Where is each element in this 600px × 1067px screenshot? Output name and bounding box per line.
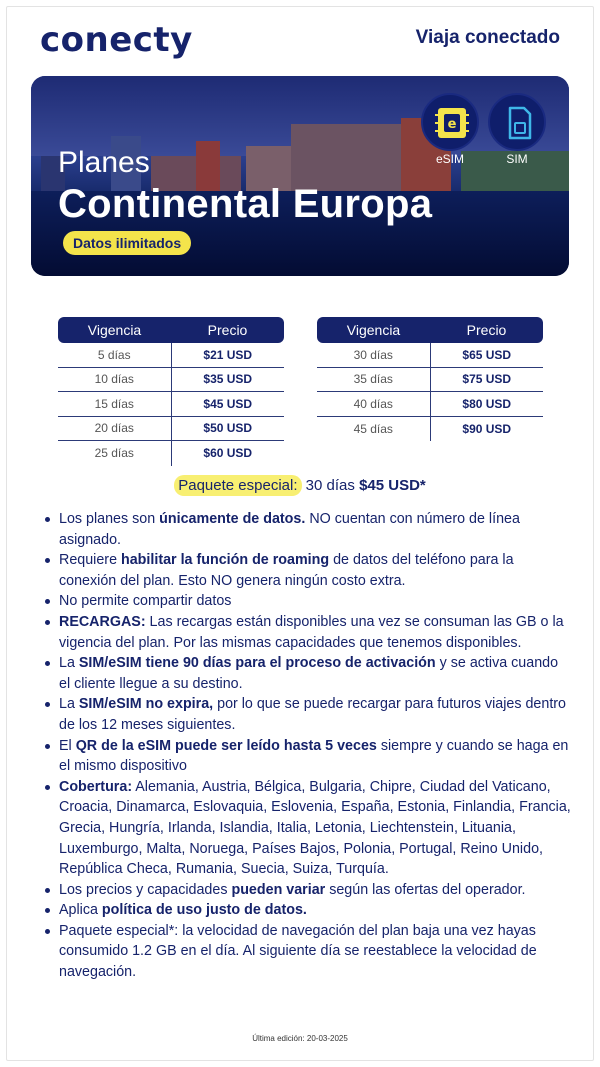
col-vigencia: Vigencia [346,322,401,338]
row-price: $21 USD [203,347,253,362]
row-days: 25 días [58,441,172,466]
list-item [42,921,572,983]
item-text: Los planes son [59,511,160,527]
item-bold: SIM/eSIM no expira, [78,696,214,713]
row-days: 5 días [58,343,172,367]
last-edit-footer: Última edición: 20-03-2025 [252,1034,348,1043]
item-bold: RECARGAS: [59,613,146,630]
special-package-label: Paquete especial: [174,475,301,496]
row-price: $65 USD [462,347,512,362]
item-text: Paquete especial*: la velocidad de navegación del plan baja una vez hayas consumido 1.2 GB en el día. Al siguiente día se reestablece la velocidad de navegación. [59,922,537,981]
row-days: 35 días [317,368,431,392]
list-item [42,591,572,612]
row-days: 30 días [317,343,431,367]
sim-card-icon [488,93,546,151]
list-item [42,612,572,653]
table-row [58,441,284,466]
header [40,20,560,60]
banner-title-small: Planes [58,146,150,179]
row-price: $45 USD [203,396,253,411]
esim-icon [421,93,479,151]
table-row [317,392,543,417]
unlimited-data-badge: Datos ilimitados [63,231,191,255]
item-text: según las ofertas del operador. [325,881,526,898]
row-price: $60 USD [203,446,253,461]
item-text: Requiere [59,552,121,569]
row-price: $80 USD [462,396,512,411]
item-bold: SIM/eSIM tiene 90 días para el proceso de activación [78,655,436,672]
item-text: por lo que se puede recargar para futuros viajes dentro de los 12 meses siguientes. [59,696,567,733]
table-header [58,317,284,343]
item-bold: Cobertura: [59,778,133,795]
list-item [42,550,572,591]
conditions-list [42,509,572,983]
item-text: Las recargas están disponibles una vez se consuman las GB o la vigencia del plan. Por las mismas capacidades que tenemos disponibles. [59,613,564,651]
svg-text:e: e [447,117,457,132]
item-text: La [59,696,79,713]
item-text: siempre y cuando se haga en el mismo dispositivo [59,737,569,775]
item-text: y se activa cuando el cliente llegue a su destino. [59,655,559,692]
table-header [317,317,543,343]
table-row [317,417,543,442]
table-row [317,368,543,393]
item-text: La [59,655,79,672]
row-price: $75 USD [462,372,512,387]
special-package-days: 30 días [305,477,355,494]
special-package [0,477,600,494]
sim-label: SIM [506,152,528,166]
item-bold: habilitar la función de roaming [121,552,330,569]
item-bold: QR de la eSIM puede ser leído hasta 5 veces [75,737,377,754]
special-package-price: $45 USD* [359,477,426,494]
row-price: $50 USD [203,421,253,436]
table-row [317,343,543,368]
brand-logo: conecty [40,20,193,60]
item-text: No permite compartir datos [59,593,232,610]
list-item [42,736,572,777]
list-item [42,900,572,921]
col-vigencia: Vigencia [87,322,142,338]
item-text: NO cuentan con número de línea asignado. [59,511,520,548]
table-row [58,417,284,442]
col-precio: Precio [207,322,248,338]
item-text: El [59,737,76,754]
item-text: Los precios y capacidades [59,881,232,898]
hero-banner [31,76,569,276]
item-bold: únicamente de datos. [159,511,306,527]
row-days: 45 días [317,417,431,442]
item-text: de datos del teléfono para la conexión del plan. Esto NO genera ningún costo extra. [59,552,514,589]
row-days: 40 días [317,392,431,416]
list-item [42,694,572,735]
table-row [58,392,284,417]
table-row [58,368,284,393]
list-item [42,777,572,880]
tagline: Viaja conectado [415,27,560,48]
list-item [42,509,572,550]
row-days: 20 días [58,417,172,441]
item-text: Aplica [59,902,102,919]
row-days: 15 días [58,392,172,416]
row-days: 10 días [58,368,172,392]
item-bold: pueden variar [231,881,326,898]
row-price: $35 USD [203,372,253,387]
banner-title: Continental Europa [58,182,433,226]
row-price: $90 USD [462,421,512,436]
list-item [42,880,572,901]
price-table-right [317,317,543,441]
price-table-left [58,317,284,466]
col-precio: Precio [466,322,507,338]
table-row [58,343,284,368]
item-text: Alemania, Austria, Bélgica, Bulgaria, Chipre, Ciudad del Vaticano, Croacia, Dinamarca, Eslovaquia, Eslovenia, España, Estonia, Finlandia, Francia, Grecia, Hungría, Irlanda, Islandia, Italia, Letonia, Liechtenstein, Lituania, Luxemburgo, Malta, Noruega, Países Bajos, Polonia, Portugal, Reino Unido, República Checa, Rumania, Suecia, Suiza, Turquía. [59,778,571,878]
list-item [42,653,572,694]
item-bold: política de uso justo de datos. [101,902,307,919]
esim-label: eSIM [435,152,464,166]
